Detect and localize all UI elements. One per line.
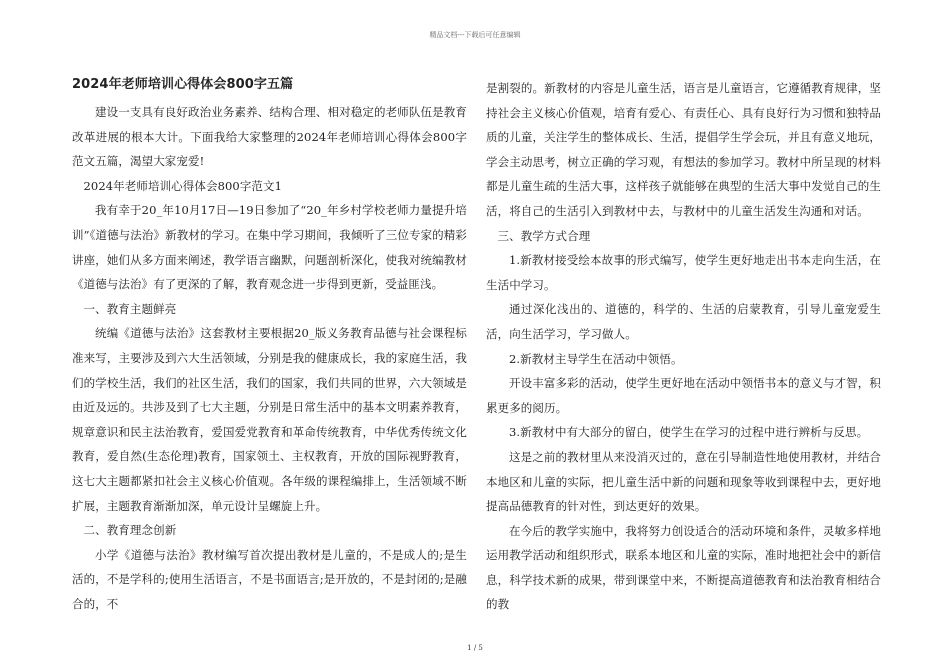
paragraph: 是割裂的。新教材的内容是儿童生活，语言是儿童语言，它遵循教育规律，坚持社会主义核心价值观，培育有爱心、有责任心、具有良好行为习惯和独特品质的儿童，关注学生的整体成长、生活，提倡学生学会玩，并且有意义地玩，学会主动思考，树立正确的学习观，有想法的参加学习。教材中所呈现的材料都是儿童生疏的生活大事，这样孩子就能够在典型的生活大事中发觉自己的生活，将自己的生活引入到教材中去，与教材中的儿童生活发生沟通和对话。 — [486, 81, 881, 218]
section-heading: 三、教学方式合理 — [497, 228, 591, 243]
paragraph: 1.新教材接受绘本故事的形式编写，使学生更好地走出书本走向生活，在生活中学习。 — [486, 253, 881, 292]
page-header: 精品文档---下载后可任意编辑 — [429, 31, 521, 39]
section-heading: 一、教育主题鲜亮 — [83, 301, 177, 316]
left-column — [72, 72, 467, 616]
right-column-body — [486, 76, 881, 617]
paragraph: 我有幸于20_年10月17日—19日参加了“20_年乡村学校老师力量提升培训”《道德与法治》新教材的学习。在集中学习期间，我倾听了三位专家的精彩讲座，她们从多方面来阐述，教学语言幽默，问题剖析深化，使我对统编教材《道德与法治》有了更深的了解，教育观念进一步得到更新，受益匪浅。 — [72, 203, 467, 292]
paragraph: 统编《道德与法治》这套教材主要根据20_版义务教育品德与社会课程标准来写，主要涉及到六大生活领域，分别是我的健康成长，我的家庭生活，我们的学校生活，我们的社区生活，我们的国家，我们共同的世界，六大领域是由近及远的。共涉及到了七大主题，分别是日常生活中的基本文明素养教育，规章意识和民主法治教育，爱国爱党教育和革命传统教育，中华优秀传统文化教育，爱自然(生态伦理)教育，国家领土、主权教育，开放的国际视野教育，这七大主题都紧扣社会主义核心价值观。各年级的课程编排上，生活领域不断扩展，主题教育渐渐加深，单元设计呈螺旋上升。 — [72, 326, 467, 513]
left-column-body — [72, 100, 467, 616]
paragraph: 小学《道德与法治》教材编写首次提出教材是儿童的，不是成人的;是生活的，不是学科的;使用生活语言，不是书面语言;是开放的，不是封闭的;是融合的，不 — [72, 547, 467, 611]
document-title: 2024年老师培训心得体会800字五篇 — [72, 77, 294, 92]
right-column — [486, 76, 881, 617]
page-number: 1 / 5 — [467, 644, 483, 652]
paragraph: 2.新教材主导学生在活动中领悟。 — [509, 351, 683, 366]
paragraph: 开设丰富多彩的活动，使学生更好地在活动中领悟书本的意义与才智，积累更多的阅历。 — [486, 376, 881, 415]
section-heading: 2024年老师培训心得体会800字范文1 — [83, 178, 283, 193]
paragraph: 这是之前的教材里从来没消灭过的，意在引导制造性地使用教材，并结合本地区和儿童的实际，把儿童生活中新的问题和现象等收到课程中去，更好地提高品德教育的针对性，到达更好的效果。 — [486, 449, 881, 514]
section-heading: 二、教育理念创新 — [83, 523, 177, 538]
paragraph: 通过深化浅出的、道德的，科学的、生活的启蒙教育，引导儿童宠爱生活，向生活学习，学习做人。 — [486, 302, 881, 341]
paragraph: 在今后的教学实施中，我将努力创设适合的活动环境和条件，灵敏多样地运用教学活动和组织形式，联系本地区和儿童的实际，准时地把社会中的新信息，科学技术新的成果，带到课堂中来，不断提高道德教育和法治教育相结合的教 — [486, 523, 881, 612]
paragraph: 3.新教材中有大部分的留白，使学生在学习的过程中进行辨析与反思。 — [509, 425, 869, 440]
paragraph: 建设一支具有良好政治业务素养、结构合理、相对稳定的老师队伍是教育改革进展的根本大计。下面我给大家整理的2024年老师培训心得体会800字范文五篇，渴望大家宠爱! — [72, 105, 467, 169]
